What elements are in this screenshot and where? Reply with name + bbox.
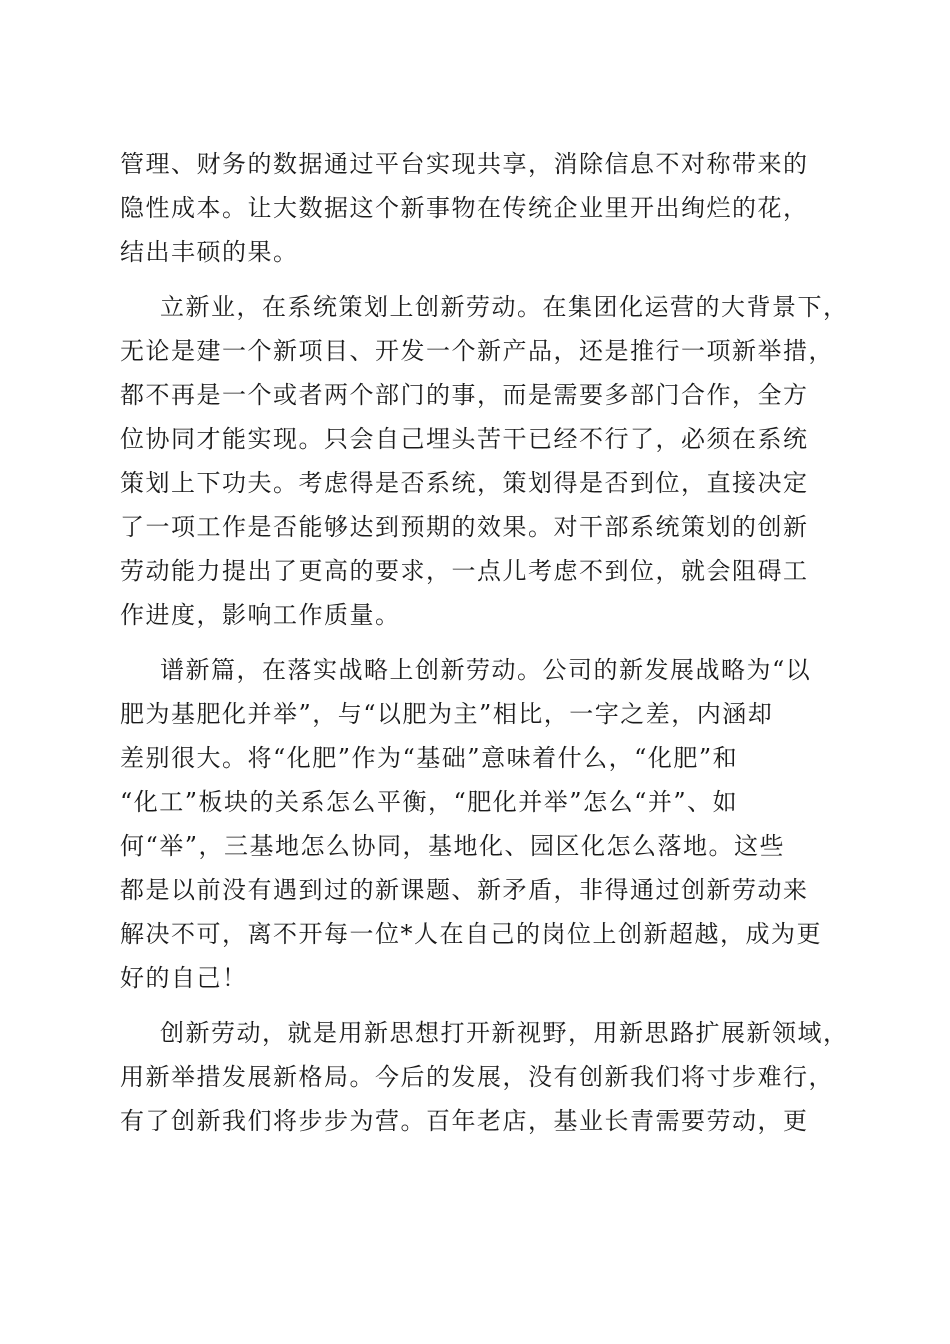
text-line: 都是以前没有遇到过的新课题、新矛盾，非得通过创新劳动来 [120,876,809,904]
text-line: 策划上下功夫。考虑得是否系统，策划得是否到位，直接决定 [120,469,809,497]
text-line: 结出丰硕的果。 [120,238,299,266]
text-line: 何“举”，三基地怎么协同，基地化、园区化怎么落地。这些 [120,832,786,860]
text-line: 都不再是一个或者两个部门的事，而是需要多部门合作，全方 [120,381,809,409]
text-line: 立新业，在系统策划上创新劳动。在集团化运营的大背景下， [160,293,849,321]
text-line: 隐性成本。让大数据这个新事物在传统企业里开出绚烂的花， [120,194,809,222]
paragraph-innovation-labor [120,1011,849,1143]
text-line: 好的自己！ [120,964,248,992]
text-line: 了一项工作是否能够达到预期的效果。对干部系统策划的创新 [120,513,809,541]
text-line: 创新劳动，就是用新思想打开新视野，用新思路扩展新领域， [160,1019,849,1047]
text-line: 劳动能力提出了更高的要求，一点儿考虑不到位，就会阻碍工 [120,557,809,585]
text-line: 差别很大。将“化肥”作为“基础”意味着什么，“化肥”和 [120,744,739,772]
paragraph-continuation [120,142,832,274]
text-line: 作进度，影响工作质量。 [120,601,401,629]
text-line: 管理、财务的数据通过平台实现共享，消除信息不对称带来的 [120,150,809,178]
text-line: 有了创新我们将步步为营。百年老店，基业长青需要劳动，更 [120,1107,809,1135]
paragraph-system-planning [120,285,849,637]
document-body [120,142,849,1143]
text-line: 无论是建一个新项目、开发一个新产品，还是推行一项新举措， [120,337,834,365]
text-line: “化工”板块的关系怎么平衡，“肥化并举”怎么“并”、如 [120,788,739,816]
text-line: 肥为基肥化并举”，与“以肥为主”相比，一字之差，内涵却 [120,700,774,728]
text-line: 谱新篇，在落实战略上创新劳动。公司的新发展战略为“以 [160,656,812,684]
paragraph-strategy [120,648,832,1000]
text-line: 位协同才能实现。只会自己埋头苦干已经不行了，必须在系统 [120,425,809,453]
text-line: 用新举措发展新格局。今后的发展，没有创新我们将寸步难行， [120,1063,834,1091]
text-line: 解决不可，离不开每一位*人在自己的岗位上创新超越，成为更 [120,920,822,948]
